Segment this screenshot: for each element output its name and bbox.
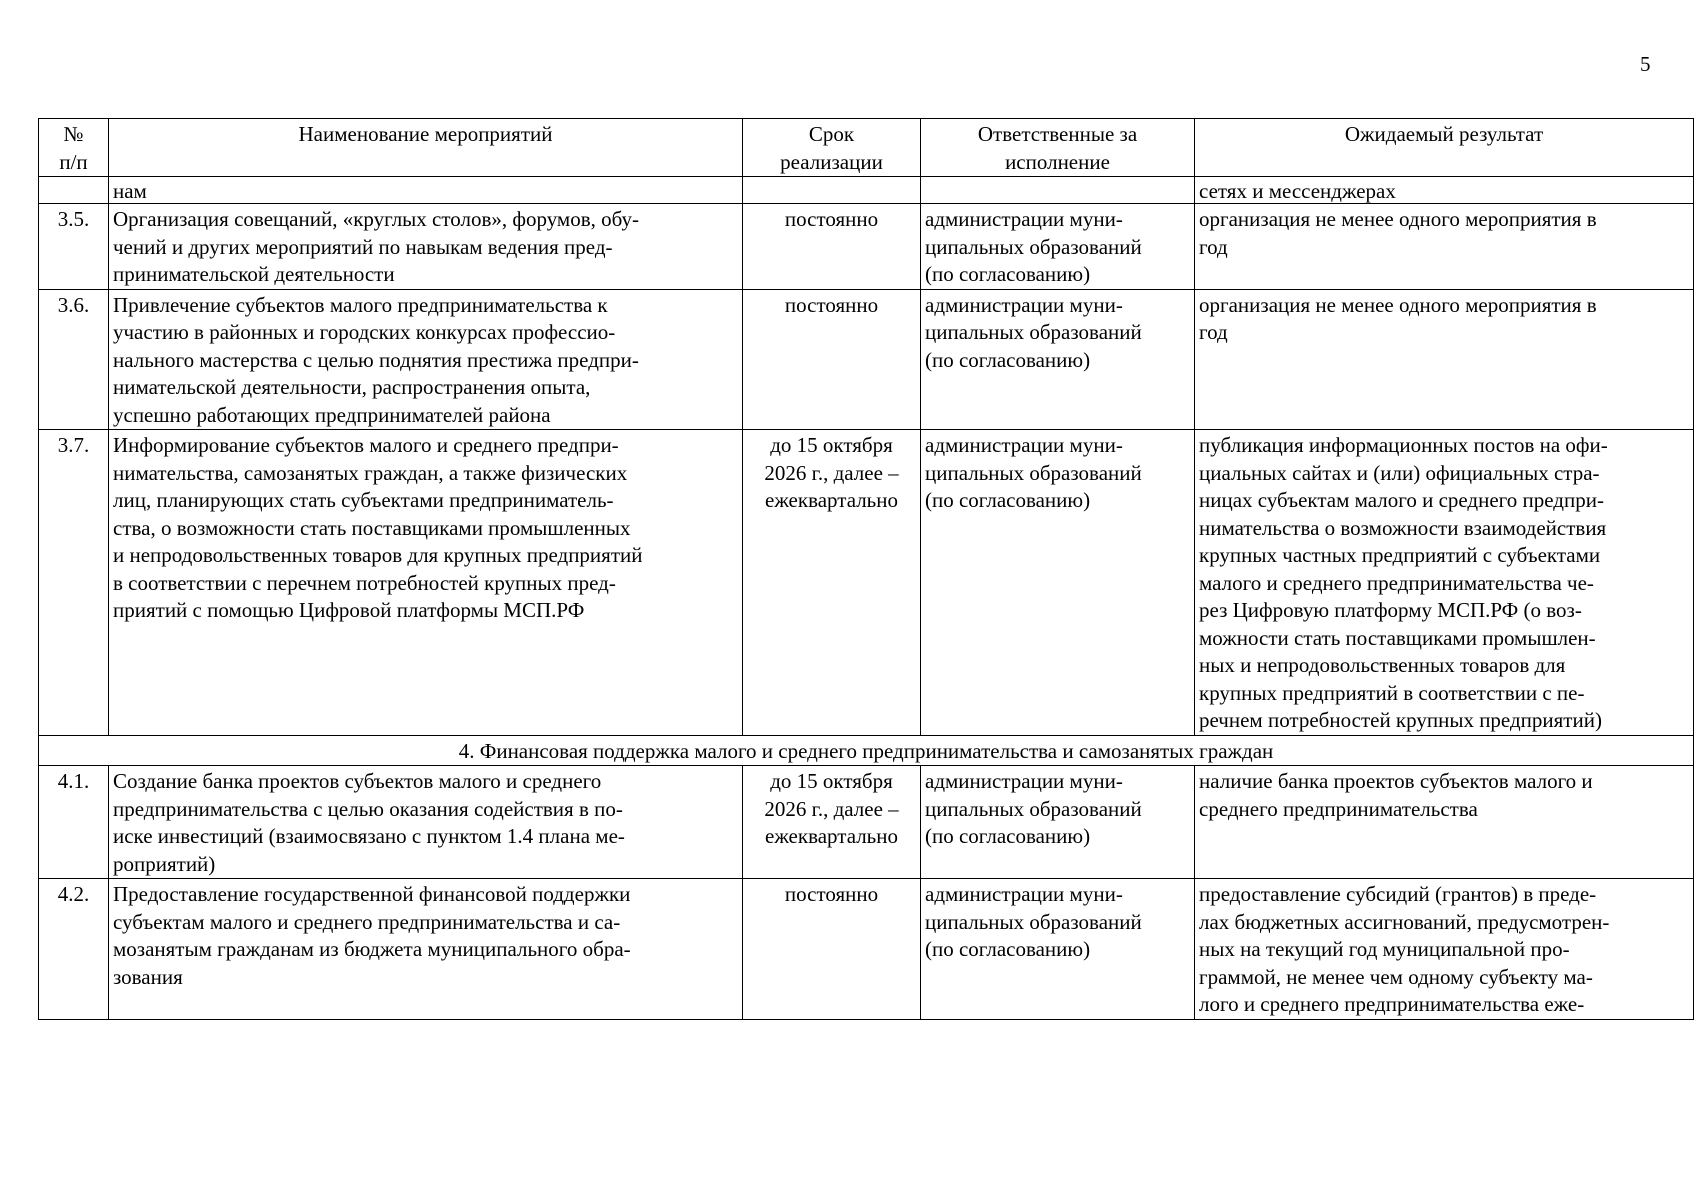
header-name: Наименование мероприятий — [109, 119, 743, 177]
cell-num: 4.2. — [39, 879, 109, 1020]
cell-result: организация не менее одного мероприятия в год — [1195, 204, 1694, 290]
cell-responsible — [921, 177, 1195, 204]
cell-num: 4.1. — [39, 766, 109, 879]
cell-responsible: администрации муни- ципальных образований (по согласованию) — [921, 430, 1195, 736]
cell-name: нам — [109, 177, 743, 204]
cell-result: сетях и мессенджерах — [1195, 177, 1694, 204]
section-4-title: 4. Финансовая поддержка малого и среднего предпринимательства и самозанятых граждан — [39, 735, 1694, 766]
cell-term: постоянно — [743, 879, 921, 1020]
table-row-continuation — [39, 177, 1694, 204]
cell-num: 3.7. — [39, 430, 109, 736]
header-num: № п/п — [39, 119, 109, 177]
header-result: Ожидаемый результат — [1195, 119, 1694, 177]
events-plan-table — [38, 118, 1694, 1020]
cell-num: 3.5. — [39, 204, 109, 290]
cell-responsible: администрации муни- ципальных образований (по согласованию) — [921, 289, 1195, 430]
cell-responsible: администрации муни- ципальных образований (по согласованию) — [921, 879, 1195, 1020]
cell-term: до 15 октября 2026 г., далее – ежеквартально — [743, 430, 921, 736]
cell-num: 3.6. — [39, 289, 109, 430]
table-row — [39, 766, 1694, 879]
header-responsible: Ответственные за исполнение — [921, 119, 1195, 177]
cell-term: до 15 октября 2026 г., далее – ежеквартально — [743, 766, 921, 879]
table-row — [39, 430, 1694, 736]
cell-name: Организация совещаний, «круглых столов», форумов, обу- чений и других мероприятий по навыкам ведения пред- принимательской деятельности — [109, 204, 743, 290]
cell-name: Создание банка проектов субъектов малого и среднего предпринимательства с целью оказания содействия в по- иске инвестиций (взаимосвязано с пунктом 1.4 плана ме- роприятий) — [109, 766, 743, 879]
table-header-row — [39, 119, 1694, 177]
table-row — [39, 879, 1694, 1020]
cell-result: предоставление субсидий (грантов) в преде- лах бюджетных ассигнований, предусмотрен- ных на текущий год муниципальной про- граммой, не менее чем одному субъекту ма- лого и среднего предпринимательства еже- — [1195, 879, 1694, 1020]
cell-term: постоянно — [743, 204, 921, 290]
page-number: 5 — [1640, 52, 1651, 76]
cell-num — [39, 177, 109, 204]
cell-result: наличие банка проектов субъектов малого и среднего предпринимательства — [1195, 766, 1694, 879]
cell-name: Привлечение субъектов малого предпринимательства к участию в районных и городских конкурсах профессио- нального мастерства с целью поднятия престижа предпри- нимательской деятельности, распространения опыта, успешно работающих предпринимателей района — [109, 289, 743, 430]
table-row — [39, 289, 1694, 430]
cell-name: Предоставление государственной финансовой поддержки субъектам малого и среднего предпринимательства и са- мозанятым гражданам из бюджета муниципального обра- зования — [109, 879, 743, 1020]
cell-responsible: администрации муни- ципальных образований (по согласованию) — [921, 204, 1195, 290]
cell-name: Информирование субъектов малого и среднего предпри- нимательства, самозанятых граждан, а также физических лиц, планирующих стать субъектами предприниматель- ства, о возможности стать поставщиками промышленных и непродовольственных товаров для крупных предприятий в соответствии с перечнем потребностей крупных пред- приятий с помощью Цифровой платформы МСП.РФ — [109, 430, 743, 736]
cell-result: публикация информационных постов на офи- циальных сайтах и (или) официальных стра- ницах субъектам малого и среднего предпри- нимательства о возможности взаимодействия крупных частных предприятий с субъектами малого и среднего предпринимательства че- рез Цифровую платформу МСП.РФ (о воз- можности стать поставщиками промышлен- ных и непродовольственных товаров для крупных предприятий в соответствии с пе- речнем потребностей крупных предприятий) — [1195, 430, 1694, 736]
header-term: Срок реализации — [743, 119, 921, 177]
cell-result: организация не менее одного мероприятия в год — [1195, 289, 1694, 430]
cell-term — [743, 177, 921, 204]
cell-term: постоянно — [743, 289, 921, 430]
section-heading-row — [39, 735, 1694, 766]
cell-responsible: администрации муни- ципальных образований (по согласованию) — [921, 766, 1195, 879]
table-row — [39, 204, 1694, 290]
